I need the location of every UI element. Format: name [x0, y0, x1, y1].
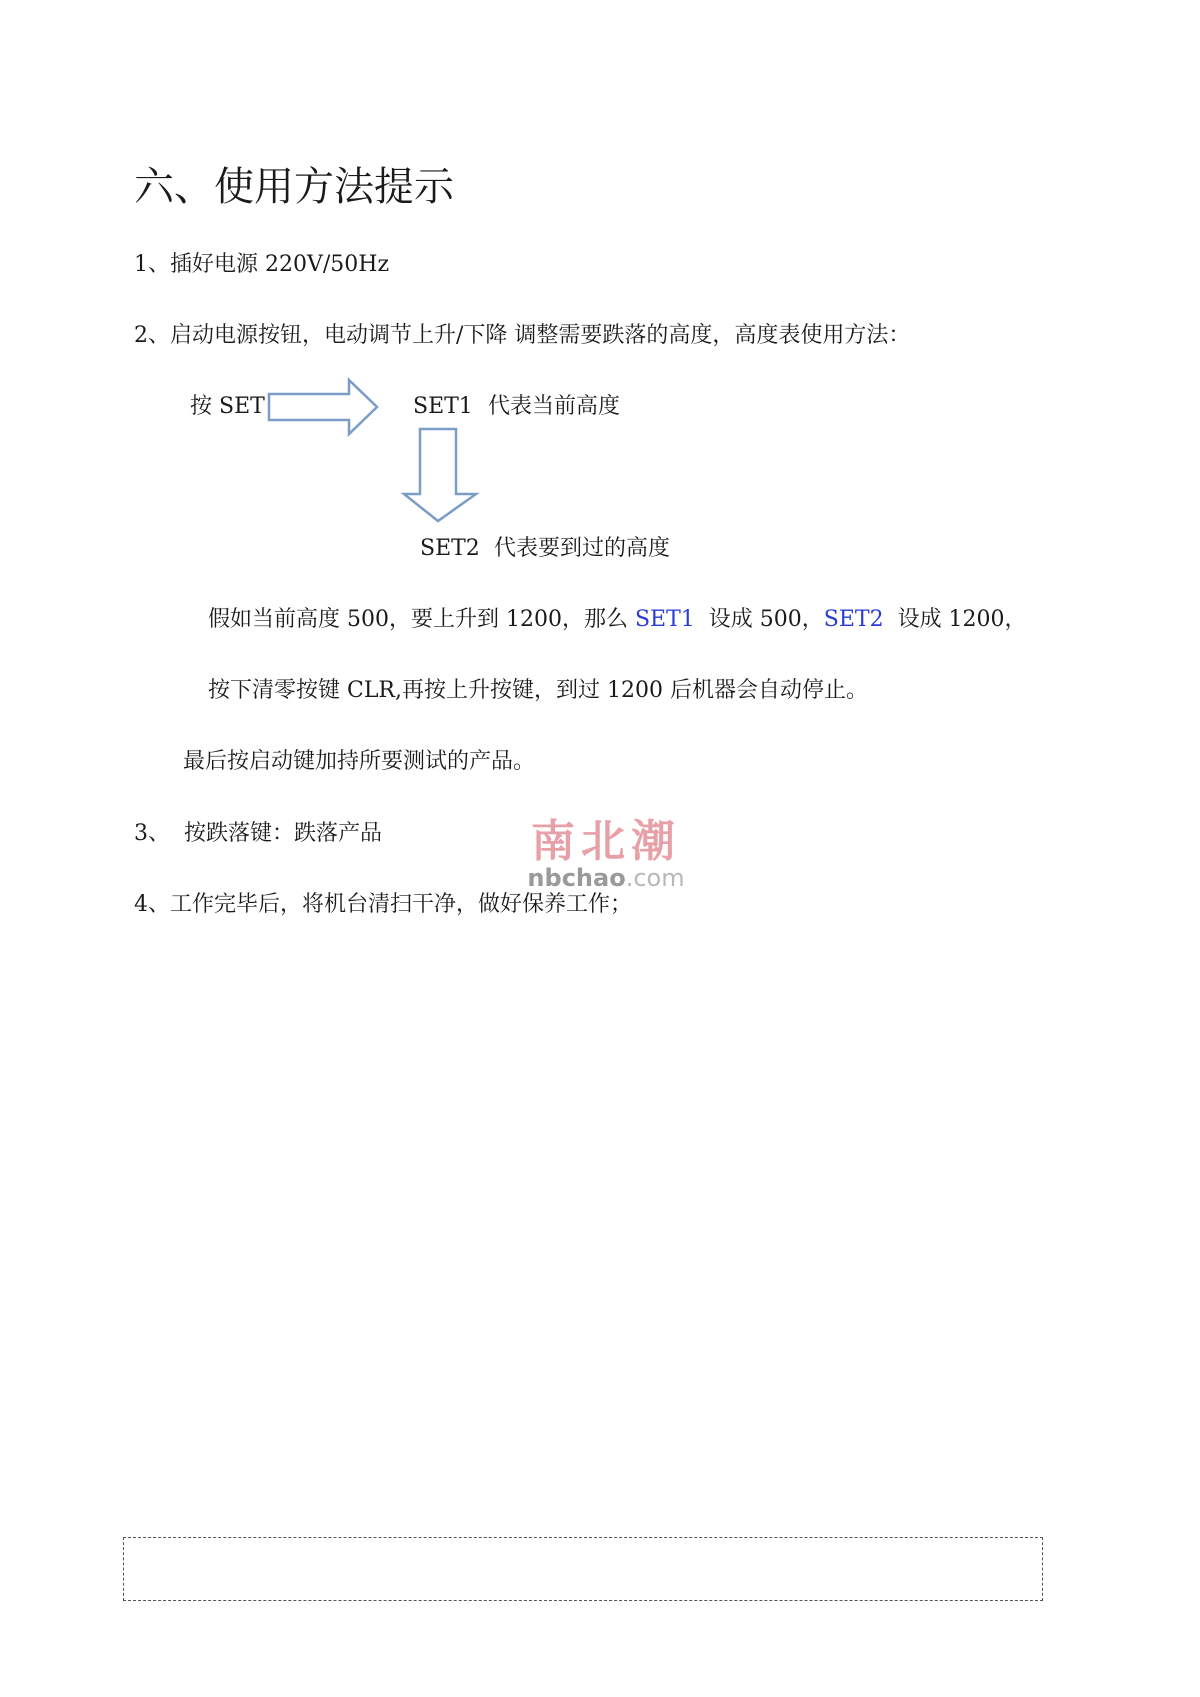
example-set1: SET1 [634, 607, 695, 632]
watermark-en [521, 866, 691, 890]
watermark-en-suffix: .com [625, 864, 685, 892]
example-text-c: 设成 1200， [883, 607, 1027, 632]
watermark-en-main: nbchao [527, 864, 626, 892]
set1-description: 代表当前高度 [488, 394, 621, 419]
press-set-label: 按 SET [190, 394, 265, 419]
down-arrow-icon [400, 426, 480, 524]
example-line-2: 按下清零按键 CLR,再按上升按键，到过 1200 后机器会自动停止。 [208, 678, 868, 703]
right-arrow-icon [266, 377, 380, 437]
set2-label: SET2 [420, 536, 480, 561]
example-line-1 [208, 607, 1027, 633]
step-1: 1、插好电源 220V/50Hz [134, 252, 390, 277]
set1-label: SET1 [413, 394, 473, 419]
example-line-3: 最后按启动键加持所要测试的产品。 [183, 749, 536, 774]
watermark-logo [521, 818, 691, 890]
example-text-a: 假如当前高度 500，要上升到 1200，那么 [208, 607, 635, 632]
watermark-cn: 南北潮 [531, 816, 681, 867]
step-3: 3、 按跌落键：跌落产品 [134, 821, 382, 846]
dashed-footer-box [123, 1537, 1043, 1601]
step-4: 4、工作完毕后，将机台清扫干净，做好保养工作； [134, 892, 632, 917]
set2-description: 代表要到过的高度 [494, 536, 671, 561]
example-set2: SET2 [823, 607, 884, 632]
example-text-b: 设成 500， [694, 607, 824, 632]
step-2: 2、启动电源按钮，电动调节上升/下降 调整需要跌落的高度，高度表使用方法： [134, 323, 911, 348]
section-heading: 六、使用方法提示 [134, 164, 454, 210]
